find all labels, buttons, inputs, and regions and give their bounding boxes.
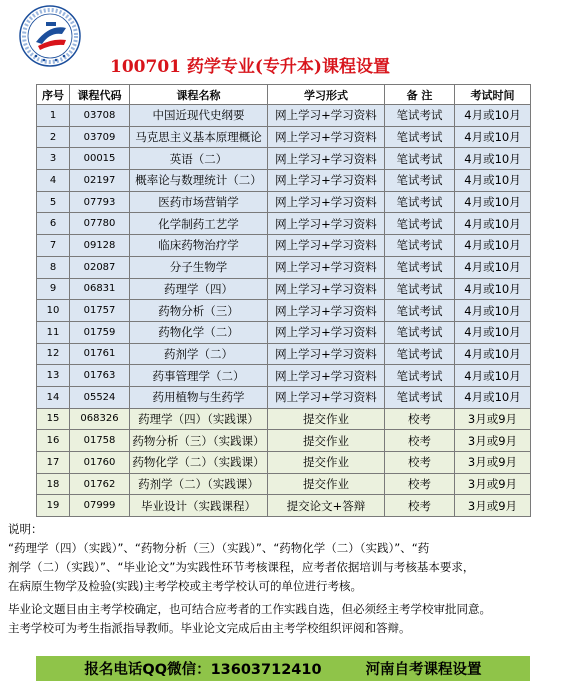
course-table-body: [37, 105, 531, 517]
cell-form: 网上学习+学习资料: [268, 386, 385, 408]
cell-name: 临床药物治疗学: [130, 235, 268, 257]
table-row: [37, 213, 531, 235]
header-name: 课程名称: [130, 85, 268, 105]
cell-remark: 校考: [385, 430, 455, 452]
table-row: [37, 386, 531, 408]
table-row: [37, 473, 531, 495]
cell-code: 05524: [70, 386, 130, 408]
cell-time: 3月或9月: [455, 452, 531, 474]
cell-name: 概率论与数理统计（二）: [130, 170, 268, 192]
cell-code: 01760: [70, 452, 130, 474]
header-remark: 备 注: [385, 85, 455, 105]
cell-time: 4月或10月: [455, 386, 531, 408]
cell-code: 07780: [70, 213, 130, 235]
cell-no: 16: [37, 430, 70, 452]
cell-name: 药剂学（二）（实践课）: [130, 473, 268, 495]
cell-form: 网上学习+学习资料: [268, 278, 385, 300]
cell-form: 网上学习+学习资料: [268, 191, 385, 213]
cell-remark: 笔试考试: [385, 343, 455, 365]
cell-no: 18: [37, 473, 70, 495]
cell-form: 网上学习+学习资料: [268, 365, 385, 387]
cell-no: 12: [37, 343, 70, 365]
cell-name: 马克思主义基本原理概论: [130, 126, 268, 148]
table-row: [37, 256, 531, 278]
notes-section: [8, 520, 560, 638]
cell-remark: 校考: [385, 473, 455, 495]
cell-time: 4月或10月: [455, 321, 531, 343]
notes-heading: 说明：: [8, 522, 43, 536]
cell-remark: 笔试考试: [385, 256, 455, 278]
cell-code: 06831: [70, 278, 130, 300]
cell-form: 网上学习+学习资料: [268, 148, 385, 170]
cell-time: 3月或9月: [455, 473, 531, 495]
cell-no: 9: [37, 278, 70, 300]
cell-name: 英语（二）: [130, 148, 268, 170]
cell-time: 4月或10月: [455, 148, 531, 170]
cell-name: 医药市场营销学: [130, 191, 268, 213]
table-row: [37, 278, 531, 300]
cell-code: 09128: [70, 235, 130, 257]
cell-time: 4月或10月: [455, 365, 531, 387]
cell-time: 4月或10月: [455, 191, 531, 213]
table-row: [37, 148, 531, 170]
header-time: 考试时间: [455, 85, 531, 105]
cell-name: 毕业设计（实践课程）: [130, 495, 268, 517]
cell-name: 化学制药工艺学: [130, 213, 268, 235]
table-row: [37, 300, 531, 322]
cell-name: 药事管理学（二）: [130, 365, 268, 387]
page-title: 100701 药学专业(专升本)课程设置: [110, 57, 390, 77]
cell-no: 5: [37, 191, 70, 213]
cell-no: 8: [37, 256, 70, 278]
table-row: [37, 321, 531, 343]
school-logo: [6, 4, 98, 70]
cell-code: 068326: [70, 408, 130, 430]
cell-name: 药物分析（三）: [130, 300, 268, 322]
cell-time: 4月或10月: [455, 213, 531, 235]
course-table: [36, 84, 531, 517]
cell-time: 4月或10月: [455, 256, 531, 278]
cell-form: 提交作业: [268, 408, 385, 430]
notes-line: 在病原生物学及检验(实践)主考学校或主考学校认可的单位进行考核。: [8, 579, 362, 593]
cell-form: 网上学习+学习资料: [268, 126, 385, 148]
table-row: [37, 126, 531, 148]
cell-code: 01757: [70, 300, 130, 322]
cell-form: 网上学习+学习资料: [268, 105, 385, 127]
header-form: 学习形式: [268, 85, 385, 105]
notes-line: 毕业论文题目由主考学校确定，也可结合应考者的工作实践自选，但必须经主考学校审批同意。: [8, 602, 491, 616]
cell-no: 1: [37, 105, 70, 127]
notes-line: 主考学校可为考生指派指导教师。毕业论文完成后由主考学校组织评阅和答辩。: [8, 621, 411, 635]
cell-time: 4月或10月: [455, 126, 531, 148]
table-row: [37, 495, 531, 517]
cell-no: 17: [37, 452, 70, 474]
cell-no: 10: [37, 300, 70, 322]
cell-time: 4月或10月: [455, 343, 531, 365]
cell-form: 网上学习+学习资料: [268, 300, 385, 322]
cell-form: 网上学习+学习资料: [268, 256, 385, 278]
cell-name: 药物分析（三）（实践课）: [130, 430, 268, 452]
cell-remark: 笔试考试: [385, 300, 455, 322]
cell-form: 提交作业: [268, 473, 385, 495]
cell-no: 14: [37, 386, 70, 408]
cell-no: 13: [37, 365, 70, 387]
cell-form: 网上学习+学习资料: [268, 321, 385, 343]
cell-remark: 笔试考试: [385, 170, 455, 192]
cell-form: 提交论文+答辩: [268, 495, 385, 517]
cell-form: 提交作业: [268, 452, 385, 474]
notes-line: 剂学（二）（实践）”、“毕业论文”为实践性环节考核课程，应考者依据培训与考核基本要求，: [8, 560, 475, 574]
footer-banner: [36, 656, 530, 681]
table-row: [37, 408, 531, 430]
cell-no: 2: [37, 126, 70, 148]
cell-code: 01758: [70, 430, 130, 452]
cell-time: 4月或10月: [455, 278, 531, 300]
cell-remark: 笔试考试: [385, 386, 455, 408]
table-row: [37, 452, 531, 474]
cell-time: 4月或10月: [455, 235, 531, 257]
cell-code: 01762: [70, 473, 130, 495]
cell-name: 分子生物学: [130, 256, 268, 278]
cell-remark: 笔试考试: [385, 321, 455, 343]
cell-time: 3月或9月: [455, 408, 531, 430]
cell-code: 02087: [70, 256, 130, 278]
cell-no: 19: [37, 495, 70, 517]
cell-code: 01761: [70, 343, 130, 365]
notes-line: “药理学（四）（实践）”、“药物分析（三）（实践）”、“药物化学（二）（实践）”、“药: [8, 541, 430, 555]
cell-name: 药物化学（二）: [130, 321, 268, 343]
cell-name: 药用植物与生药学: [130, 386, 268, 408]
footer-caption: 河南自考课程设置: [365, 662, 482, 678]
cell-no: 3: [37, 148, 70, 170]
header-code: 课程代码: [70, 85, 130, 105]
cell-remark: 笔试考试: [385, 235, 455, 257]
cell-no: 4: [37, 170, 70, 192]
cell-code: 01763: [70, 365, 130, 387]
footer-contact: 报名电话QQ微信：13603712410: [84, 662, 322, 678]
table-row: [37, 365, 531, 387]
cell-form: 提交作业: [268, 430, 385, 452]
cell-remark: 笔试考试: [385, 148, 455, 170]
cell-no: 6: [37, 213, 70, 235]
cell-remark: 校考: [385, 408, 455, 430]
cell-time: 3月或9月: [455, 430, 531, 452]
cell-code: 07793: [70, 191, 130, 213]
cell-form: 网上学习+学习资料: [268, 170, 385, 192]
cell-code: 00015: [70, 148, 130, 170]
cell-remark: 笔试考试: [385, 213, 455, 235]
cell-form: 网上学习+学习资料: [268, 235, 385, 257]
cell-name: 药剂学（二）: [130, 343, 268, 365]
cell-time: 4月或10月: [455, 300, 531, 322]
cell-no: 11: [37, 321, 70, 343]
table-row: [37, 170, 531, 192]
cell-remark: 笔试考试: [385, 105, 455, 127]
cell-form: 网上学习+学习资料: [268, 343, 385, 365]
table-row: [37, 235, 531, 257]
cell-no: 7: [37, 235, 70, 257]
cell-name: 药理学（四）（实践课）: [130, 408, 268, 430]
cell-name: 药理学（四）: [130, 278, 268, 300]
table-row: [37, 343, 531, 365]
cell-time: 4月或10月: [455, 170, 531, 192]
cell-remark: 笔试考试: [385, 278, 455, 300]
table-row: [37, 105, 531, 127]
table-row: [37, 191, 531, 213]
cell-remark: 校考: [385, 495, 455, 517]
table-header-row: [37, 85, 531, 105]
header-no: 序号: [37, 85, 70, 105]
cell-remark: 笔试考试: [385, 191, 455, 213]
cell-code: 01759: [70, 321, 130, 343]
cell-code: 03708: [70, 105, 130, 127]
cell-code: 02197: [70, 170, 130, 192]
table-row: [37, 430, 531, 452]
cell-no: 15: [37, 408, 70, 430]
cell-time: 3月或9月: [455, 495, 531, 517]
cell-remark: 笔试考试: [385, 365, 455, 387]
cell-name: 药物化学（二）（实践课）: [130, 452, 268, 474]
cell-name: 中国近现代史纲要: [130, 105, 268, 127]
cell-remark: 校考: [385, 452, 455, 474]
cell-time: 4月或10月: [455, 105, 531, 127]
cell-code: 03709: [70, 126, 130, 148]
cell-code: 07999: [70, 495, 130, 517]
cell-remark: 笔试考试: [385, 126, 455, 148]
cell-form: 网上学习+学习资料: [268, 213, 385, 235]
